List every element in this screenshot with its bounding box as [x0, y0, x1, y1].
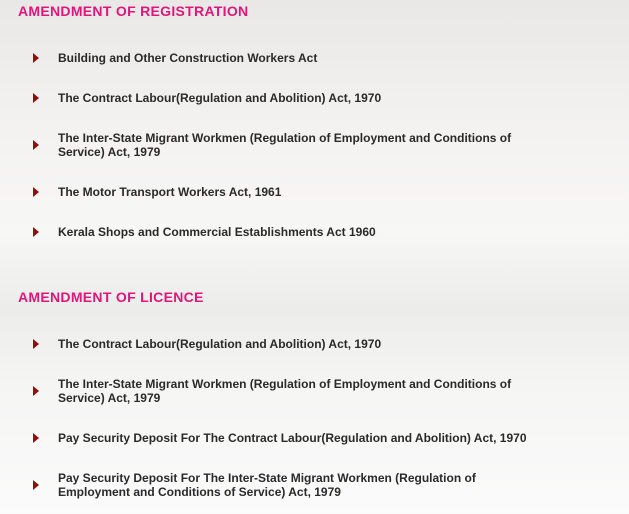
- registration-item-label[interactable]: The Motor Transport Workers Act, 1961: [58, 185, 282, 199]
- triangle-right-icon: [33, 140, 39, 150]
- triangle-right-icon: [33, 386, 39, 396]
- triangle-right-icon: [33, 187, 39, 197]
- licence-item-label[interactable]: Pay Security Deposit For The Inter-State Migrant Workmen (Regulation of Employment and Conditions of Service) Act, 1979: [58, 471, 476, 499]
- licence-item-label[interactable]: The Contract Labour(Regulation and Abolition) Act, 1970: [58, 337, 382, 351]
- triangle-right-icon: [33, 480, 39, 490]
- registration-item-inter-state-migrant[interactable]: [0, 130, 560, 160]
- licence-item-label[interactable]: Pay Security Deposit For The Contract Labour(Regulation and Abolition) Act, 1970: [58, 431, 527, 445]
- registration-item-kerala-shops[interactable]: [0, 224, 560, 240]
- licence-item-contract-labour[interactable]: [0, 336, 560, 352]
- registration-item-label[interactable]: The Contract Labour(Regulation and Abolition) Act, 1970: [58, 91, 382, 105]
- licence-item-label[interactable]: The Inter-State Migrant Workmen (Regulation of Employment and Conditions of Service) Act, 1979: [58, 377, 512, 405]
- licence-item-inter-state-migrant[interactable]: [0, 376, 560, 406]
- triangle-right-icon: [33, 53, 39, 63]
- registration-item-bocw[interactable]: [0, 50, 560, 66]
- licence-section-title: AMENDMENT OF LICENCE: [18, 289, 204, 305]
- triangle-right-icon: [33, 339, 39, 349]
- licence-item-security-deposit-inter-state[interactable]: [0, 470, 560, 500]
- registration-item-motor-transport[interactable]: [0, 184, 560, 200]
- registration-item-contract-labour[interactable]: [0, 90, 560, 106]
- licence-item-security-deposit-contract-labour[interactable]: [0, 430, 560, 446]
- triangle-right-icon: [33, 93, 39, 103]
- triangle-right-icon: [33, 227, 39, 237]
- registration-item-label[interactable]: The Inter-State Migrant Workmen (Regulation of Employment and Conditions of Service) Act, 1979: [58, 131, 512, 159]
- registration-item-label[interactable]: Kerala Shops and Commercial Establishments Act 1960: [58, 225, 376, 239]
- registration-section-title: AMENDMENT OF REGISTRATION: [18, 3, 249, 19]
- registration-item-label[interactable]: Building and Other Construction Workers Act: [58, 51, 318, 65]
- triangle-right-icon: [33, 433, 39, 443]
